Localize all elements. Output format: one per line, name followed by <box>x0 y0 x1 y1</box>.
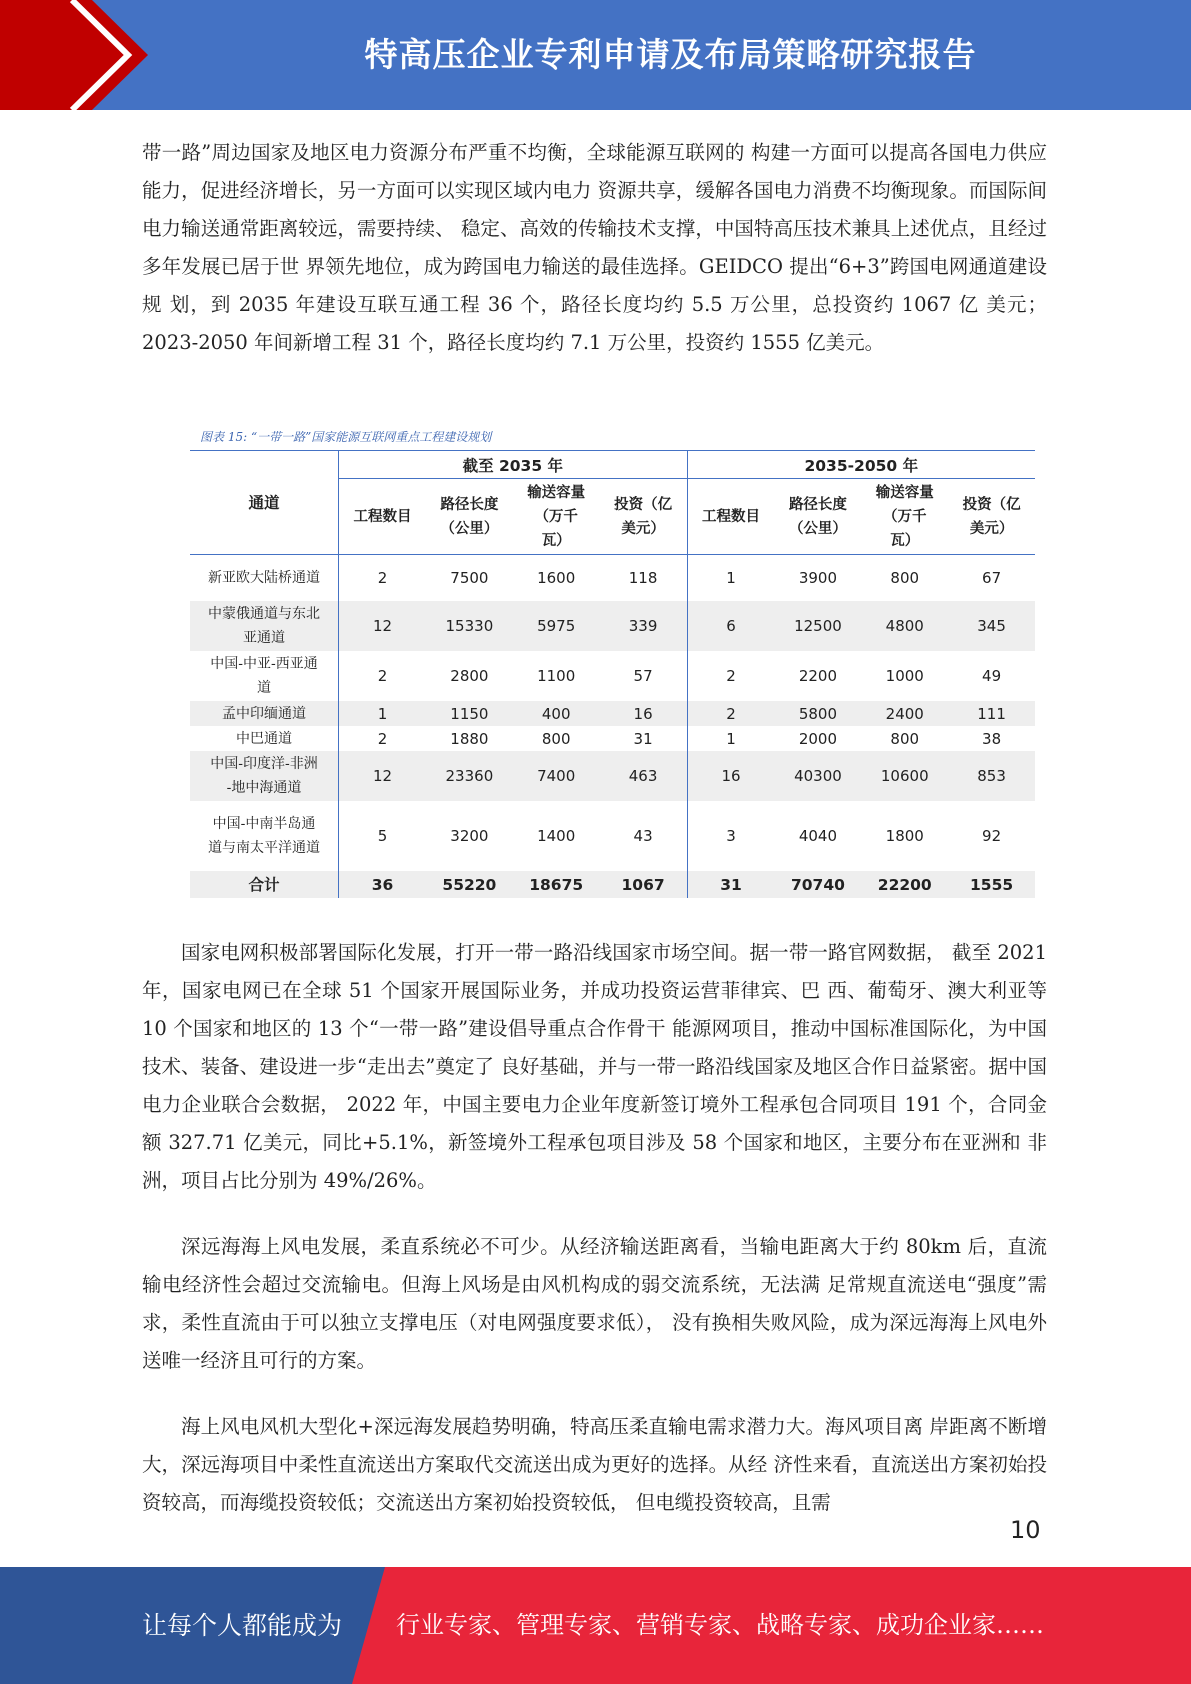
value-cell: 2400 <box>861 701 948 726</box>
channel-cell <box>190 701 339 726</box>
value-cell: 16 <box>687 751 774 801</box>
project-table <box>190 450 1035 898</box>
value-cell: 800 <box>541 729 571 748</box>
document-title: 特高压企业专利申请及布局策略研究报告 <box>364 35 977 74</box>
body-paragraph-4: 海上风电风机大型化+深远海发展趋势明确，特高压柔直输电需求潜力大。海风项目离 岸距离不断增大，深远海项目中柔性直流送出方案取代交流送出成为更好的选择。从经 济性来看，直流送出方案初始投资较高，而海缆投资较低；交流送出方案初始投资较低， 但电缆投资较高，且需 <box>142 1415 1047 1514</box>
sub-header-text: （公里） <box>788 520 847 537</box>
value-cell: 43 <box>633 827 653 845</box>
total-value-cell: 18675 <box>513 871 600 898</box>
value-cell: 49 <box>982 667 1002 685</box>
value-cell: 118 <box>628 569 658 587</box>
value-cell: 23360 <box>426 751 513 801</box>
value-cell: 7500 <box>450 569 489 587</box>
value-cell: 1800 <box>885 827 924 845</box>
total-label: 合计 <box>190 871 339 898</box>
value-cell: 1 <box>339 701 426 726</box>
total-value-cell: 31 <box>687 871 774 898</box>
sub-header-text: 工程数目 <box>702 508 761 525</box>
channel-name-line: 中国-中南半岛通 <box>212 816 316 832</box>
channel-header: 通道 <box>190 451 339 555</box>
value-cell: 3 <box>687 801 774 871</box>
value-cell: 4040 <box>798 827 838 845</box>
body-paragraph-1: 带一路”周边国家及地区电力资源分布严重不均衡，全球能源互联网的 构建一方面可以提高各国电力供应能力，促进经济增长，另一方面可以实现区域内电力 资源共享，缓解各国电力消费不均衡现象。而国际间电力输送通常距离较远，需要持续、 稳定、高效的传输技术支撑，中国特高压技术兼具上述优点，且经过多年发展已居于世 界领先地位，成为跨国电力输送的最佳选择。GEIDCO 提出“6+3”跨国电网通道建设规 划，到 2035 年建设互联互通工程 36 个，路径长度均约 5.5 万公里，总投资约 1067 亿 美元；2023-2050 年间新增工程 31 个，路径长度均约 7.1 万公里，投资约 1555 亿美元。 <box>142 141 1047 354</box>
value-cell: 2 <box>339 555 426 602</box>
value-cell: 7400 <box>513 751 600 801</box>
table-body <box>190 555 1035 899</box>
channel-name-line: 新亚欧大陆桥通道 <box>208 570 320 586</box>
total-value-cell: 22200 <box>861 871 948 898</box>
value-cell: 1 <box>687 555 774 602</box>
group-header-2035: 截至 2035 年 <box>339 451 688 479</box>
channel-cell <box>190 801 339 871</box>
value-cell: 92 <box>982 827 1002 845</box>
value-cell: 10600 <box>861 751 948 801</box>
value-cell: 345 <box>948 601 1035 651</box>
channel-name-line: 中国-印度洋-非洲 <box>210 756 318 772</box>
value-cell: 400 <box>513 701 600 726</box>
value-cell: 12 <box>339 751 426 801</box>
value-cell: 1150 <box>426 701 513 726</box>
sub-header-cell <box>775 479 862 555</box>
value-cell: 5800 <box>775 701 862 726</box>
sub-header-text: 工程数目 <box>353 508 412 525</box>
table-row <box>190 651 1035 701</box>
sub-header-text: 投资（亿 <box>614 496 673 513</box>
value-cell: 12 <box>339 601 426 651</box>
header-arrow-icon <box>0 0 160 110</box>
value-cell: 67 <box>982 569 1002 587</box>
value-cell: 3200 <box>450 827 489 845</box>
value-cell: 800 <box>890 569 920 587</box>
sub-header-cell <box>426 479 513 555</box>
value-cell: 2 <box>687 701 774 726</box>
sub-header-text: 瓦） <box>890 532 920 549</box>
sub-header-text: （万千 <box>534 508 578 525</box>
total-value-cell: 1067 <box>600 871 687 898</box>
page-number: 10 <box>1010 1516 1041 1544</box>
value-cell: 2 <box>339 651 426 701</box>
sub-header-cell <box>861 479 948 555</box>
sub-header-text: 美元） <box>621 520 665 537</box>
sub-header-text: 输送容量 <box>527 484 586 501</box>
sub-header-text: 输送容量 <box>875 484 934 501</box>
channel-name-line: 道 <box>257 680 271 696</box>
value-cell: 2200 <box>798 667 838 685</box>
channel-name-line: 道与南太平洋通道 <box>208 840 320 856</box>
value-cell: 853 <box>948 751 1035 801</box>
value-cell: 463 <box>600 751 687 801</box>
page-header <box>0 0 1191 110</box>
group-header-2050: 2035-2050 年 <box>687 451 1035 479</box>
channel-cell <box>190 651 339 701</box>
value-cell: 1880 <box>450 729 489 748</box>
footer-slogan-right: 行业专家、管理专家、营销专家、战略专家、成功企业家…… <box>396 1611 1044 1639</box>
value-cell: 2000 <box>798 729 838 748</box>
sub-header-text: （公里） <box>440 520 499 537</box>
body-paragraph-3: 深远海海上风电发展，柔直系统必不可少。从经济输送距离看，当输电距离大于约 80km 后，直流输电经济性会超过交流输电。但海上风场是由风机构成的弱交流系统，无法满 足常规直流送电“强度”需求，柔性直流由于可以独立支撑电压（对电网强度要求低）， 没有换相失败风险，成为深远海海上风电外送唯一经济且可行的方案。 <box>142 1235 1047 1372</box>
table-row <box>190 726 1035 751</box>
channel-name-line: 孟中印缅通道 <box>222 705 306 722</box>
value-cell: 1100 <box>537 667 576 685</box>
sub-header-cell <box>948 479 1035 555</box>
figure-caption: 图表 15: “一带一路”国家能源互联网重点工程建设规划 <box>200 430 492 444</box>
channel-name-line: 中蒙俄通道与东北 <box>208 606 320 622</box>
value-cell: 1400 <box>537 827 576 845</box>
value-cell: 111 <box>948 701 1035 726</box>
value-cell: 4800 <box>861 601 948 651</box>
total-value-cell: 55220 <box>426 871 513 898</box>
table-row <box>190 701 1035 726</box>
value-cell: 31 <box>633 729 653 748</box>
table-row <box>190 601 1035 651</box>
sub-header-text: 瓦） <box>541 532 571 549</box>
channel-name-line: 中巴通道 <box>236 730 292 747</box>
value-cell: 800 <box>890 729 920 748</box>
sub-header-text: 路径长度 <box>440 496 499 513</box>
total-row <box>190 871 1035 898</box>
total-value-cell: 70740 <box>775 871 862 898</box>
total-value-cell: 1555 <box>948 871 1035 898</box>
table-row <box>190 801 1035 871</box>
value-cell: 5 <box>339 801 426 871</box>
value-cell: 1 <box>687 726 774 751</box>
channel-name-line: 中国-中亚-西亚通 <box>210 656 318 672</box>
value-cell: 339 <box>600 601 687 651</box>
body-paragraph-2: 国家电网积极部署国际化发展，打开一带一路沿线国家市场空间。据一带一路官网数据， 截至 2021 年，国家电网已在全球 51 个国家开展国际业务，并成功投资运营菲律宾、巴 西、葡萄牙、澳大利亚等 10 个国家和地区的 13 个“一带一路”建设倡导重点合作骨干 能源网项目，推动中国标准国际化，为中国技术、装备、建设进一步“走出去”奠定了 良好基础，并与一带一路沿线国家及地区合作日益紧密。据中国电力企业联合会数据， 2022 年，中国主要电力企业年度新签订境外工程承包合同项目 191 个，合同金额 327.71 亿美元，同比+5.1%，新签境外工程承包项目涉及 58 个国家和地区，主要分布在亚洲和 非洲，项目占比分别为 49%/26%。 <box>142 941 1047 1192</box>
table-row <box>190 751 1035 801</box>
channel-name-line: -地中海通道 <box>226 780 302 796</box>
sub-header-cell <box>687 479 774 555</box>
sub-header-text: 美元） <box>969 520 1014 537</box>
value-cell: 40300 <box>775 751 862 801</box>
value-cell: 1000 <box>885 667 924 685</box>
value-cell: 38 <box>982 729 1002 748</box>
value-cell: 57 <box>633 667 653 685</box>
page-footer <box>0 1567 1191 1684</box>
total-value-cell: 36 <box>339 871 426 898</box>
channel-cell <box>190 601 339 651</box>
value-cell: 2 <box>339 726 426 751</box>
sub-header-cell <box>600 479 687 555</box>
value-cell: 1600 <box>537 569 576 587</box>
value-cell: 2800 <box>450 667 489 685</box>
value-cell: 6 <box>687 601 774 651</box>
channel-cell <box>190 751 339 801</box>
sub-header-text: 投资（亿 <box>962 496 1021 513</box>
sub-header-text: 路径长度 <box>788 496 847 513</box>
channel-cell <box>190 555 339 602</box>
sub-header-cell <box>513 479 600 555</box>
value-cell: 5975 <box>513 601 600 651</box>
value-cell: 12500 <box>775 601 862 651</box>
channel-name-line: 亚通道 <box>243 630 285 646</box>
footer-slogan-left: 让每个人都能成为 <box>142 1611 343 1640</box>
sub-header-text: （万千 <box>883 508 927 525</box>
table-row <box>190 555 1035 602</box>
value-cell: 15330 <box>426 601 513 651</box>
value-cell: 16 <box>600 701 687 726</box>
value-cell: 3900 <box>798 569 838 587</box>
value-cell: 2 <box>687 651 774 701</box>
channel-cell <box>190 726 339 751</box>
sub-header-cell <box>339 479 426 555</box>
